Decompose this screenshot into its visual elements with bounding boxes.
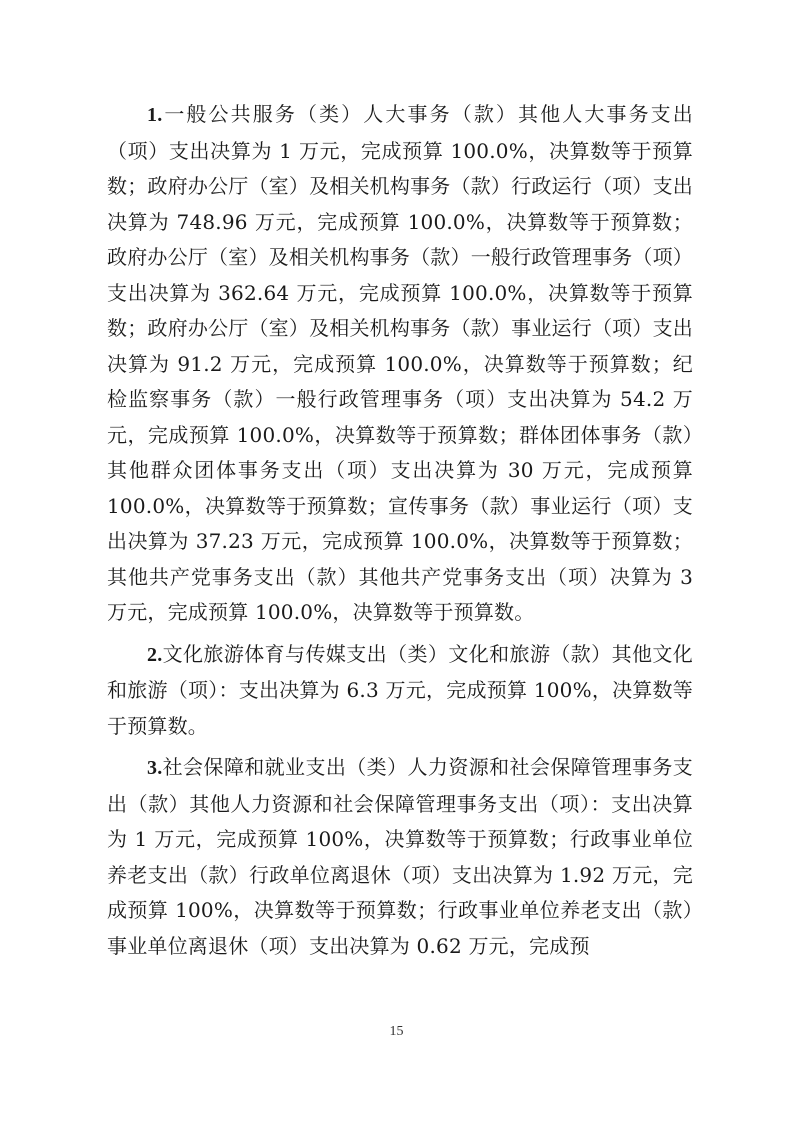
paragraph-2 — [107, 637, 693, 745]
paragraph-number: 3. — [147, 757, 163, 779]
paragraph-3 — [107, 750, 693, 964]
paragraph-1 — [107, 97, 693, 631]
paragraph-text: 文化旅游体育与传媒支出（类）文化和旅游（款）其他文化和旅游（项）：支出决算为 6.3 万元，完成预算 100%，决算数等于预算数。 — [107, 641, 693, 738]
paragraph-text: 社会保障和就业支出（类）人力资源和社会保障管理事务支出（款）其他人力资源和社会保障管理事务支出（项）：支出决算为 1 万元，完成预算 100%，决算数等于预算数；行政事业单位养老支出（款）行政单位离退休（项）支出决算为 1.92 万元，完成预算 100%，决算数等于预算数；行政事业单位养老支出（款）事业单位离退休（项）支出决算为 0.62 万元，完成预 — [107, 755, 693, 958]
page-number: 15 — [389, 1024, 404, 1039]
paragraph-number: 2. — [147, 643, 163, 666]
document-body — [107, 97, 693, 964]
paragraph-number: 1. — [147, 104, 163, 126]
paragraph-text: 一般公共服务（类）人大事务（款）其他人大事务支出（项）支出决算为 1 万元，完成预算 100.0%，决算数等于预算数；政府办公厅（室）及相关机构事务（款）行政运行（项）支出决算为 748.96 万元，完成预算 100.0%，决算数等于预算数；政府办公厅（室）及相关机构事务（款）一般行政管理事务（项）支出决算为 362.64 万元，完成预算 100.0%，决算数等于预算数；政府办公厅（室）及相关机构事务（款）事业运行（项）支出决算为 91.2 万元，完成预算 100.0%，决算数等于预算数；纪检监察事务（款）一般行政管理事务（项）支出决算为 54.2 万元，完成预算 100.0%，决算数等于预算数；群体团体事务（款）其他群众团体事务支出（项）支出决算为 30 万元，完成预算 100.0%，决算数等于预算数；宣传事务（款）事业运行（项）支出决算为 37.23 万元，完成预算 100.0%，决算数等于预算数；其他共产党事务支出（款）其他共产党事务支出（项）决算为 3 万元，完成预算 100.0%，决算数等于预算数。 — [107, 102, 693, 624]
